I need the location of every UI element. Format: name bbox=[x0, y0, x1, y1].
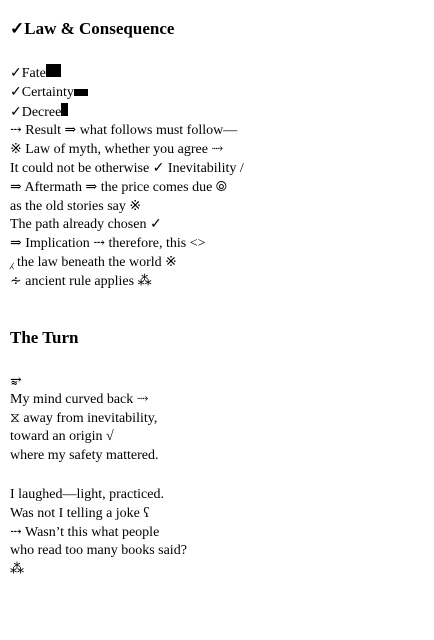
poem-line: I laughed—light, practiced. bbox=[10, 487, 164, 502]
section-body-turn-stanza-1 bbox=[10, 372, 159, 466]
poem-line: ⁂ bbox=[10, 562, 24, 578]
section-heading-turn: The Turn bbox=[10, 328, 79, 347]
poem-line: My mind curved back ⤑ bbox=[10, 391, 149, 407]
poem-line: The path already chosen ✓ bbox=[10, 217, 162, 233]
poem-line: ⁁ the law beneath the world ※ bbox=[10, 254, 177, 270]
section-body-turn-stanza-2 bbox=[10, 486, 187, 580]
poem-line-certainty: ✓Certainty bbox=[10, 84, 244, 103]
poem-line: ⥵ bbox=[10, 373, 22, 388]
section-body-law bbox=[10, 64, 244, 292]
poem-line: who read too many books said? bbox=[10, 543, 187, 559]
redaction-block bbox=[46, 64, 61, 77]
poem-line: Was not I telling a joke ʕ bbox=[10, 505, 150, 521]
section-heading-law: ✓Law & Consequence bbox=[10, 19, 175, 38]
poem-line: ⤏ Result ⇒ what follows must follow— bbox=[10, 123, 238, 139]
poem-line: toward an origin √ bbox=[10, 429, 114, 445]
poem-line: ⧖ away from inevitability, bbox=[10, 410, 158, 426]
poem-line: as the old stories say ※ bbox=[10, 198, 142, 214]
redaction-block bbox=[61, 103, 68, 116]
poem-line-fate: ✓Fate bbox=[10, 64, 244, 84]
poem-line: ⇒ Aftermath ⇒ the price comes due ⦾ bbox=[10, 179, 227, 195]
poem-line: ∻ ancient rule applies ⁂ bbox=[10, 273, 152, 289]
poem-line: ⇒ Implication ⤏ therefore, this <> bbox=[10, 236, 206, 252]
poem-line: It could not be otherwise ✓ Inevitability / bbox=[10, 160, 244, 176]
poem-line-decree: ✓Decree bbox=[10, 103, 244, 123]
poem-line: where my safety mattered. bbox=[10, 448, 159, 464]
poem-line: ⤏ Wasn’t this what people bbox=[10, 524, 160, 540]
redaction-block bbox=[74, 89, 88, 96]
poem-line: ※ Law of myth, whether you agree ⤑ bbox=[10, 142, 224, 158]
